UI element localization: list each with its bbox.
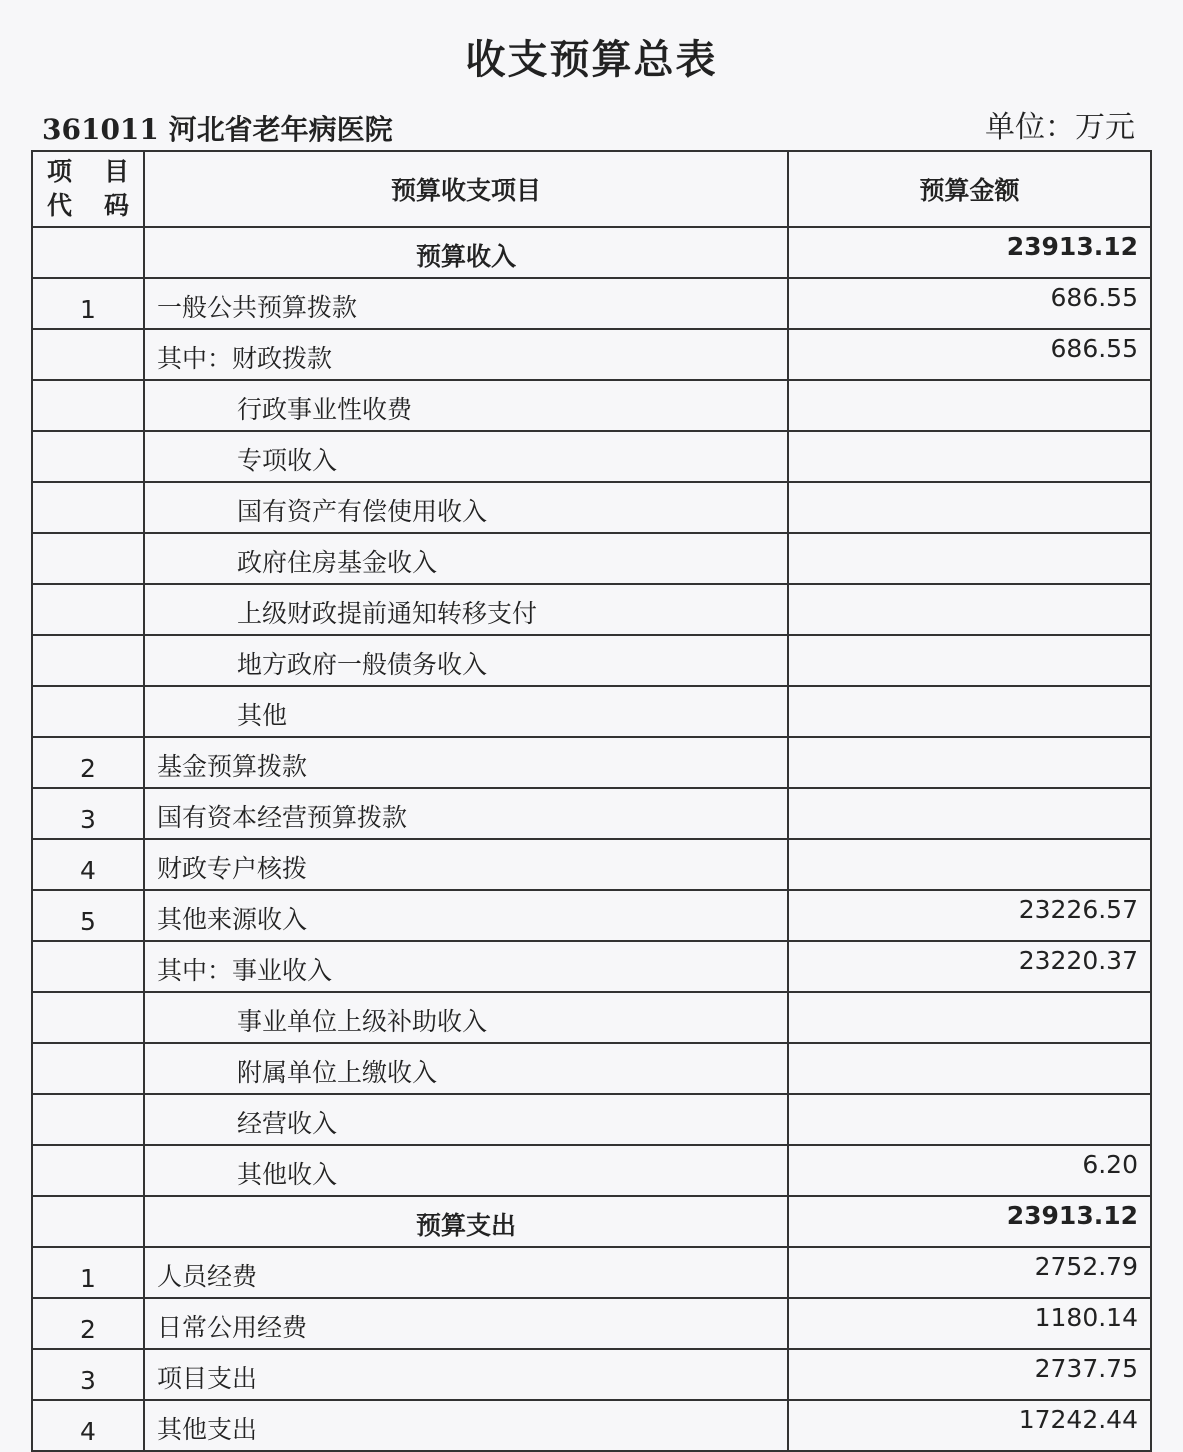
row-code (32, 1043, 144, 1094)
table-row (32, 584, 1151, 635)
row-item: 其他支出 (144, 1400, 788, 1451)
row-code: 4 (32, 1400, 144, 1451)
row-amount: 2737.75 (788, 1349, 1151, 1400)
header-code-char: 码 (103, 191, 129, 220)
row-item: 其他来源收入 (144, 890, 788, 941)
row-code: 2 (32, 1298, 144, 1349)
budget-table (31, 150, 1152, 1452)
row-item: 财政专户核拨 (144, 839, 788, 890)
row-code: 1 (32, 278, 144, 329)
organization-label: 361011 河北省老年病医院 (42, 113, 393, 146)
row-amount: 23226.57 (788, 890, 1151, 941)
row-amount: 1180.14 (788, 1298, 1151, 1349)
table-row (32, 329, 1151, 380)
row-code: 4 (32, 839, 144, 890)
row-amount: 17242.44 (788, 1400, 1151, 1451)
table-row (32, 1349, 1151, 1400)
table-row (32, 227, 1151, 278)
table-row (32, 1196, 1151, 1247)
row-item: 一般公共预算拨款 (144, 278, 788, 329)
row-item: 经营收入 (144, 1094, 788, 1145)
row-amount: 23220.37 (788, 941, 1151, 992)
row-code (32, 227, 144, 278)
row-code (32, 1094, 144, 1145)
row-item: 其中：财政拨款 (144, 329, 788, 380)
row-code (32, 635, 144, 686)
row-code: 3 (32, 788, 144, 839)
table-row (32, 635, 1151, 686)
row-amount (788, 839, 1151, 890)
table-row (32, 1043, 1151, 1094)
table-row (32, 533, 1151, 584)
row-amount (788, 992, 1151, 1043)
table-row (32, 839, 1151, 890)
row-item: 附属单位上缴收入 (144, 1043, 788, 1094)
table-row (32, 890, 1151, 941)
table-row (32, 1247, 1151, 1298)
row-item: 基金预算拨款 (144, 737, 788, 788)
row-code (32, 533, 144, 584)
row-code (32, 992, 144, 1043)
table-row (32, 992, 1151, 1043)
table-row (32, 482, 1151, 533)
row-amount: 2752.79 (788, 1247, 1151, 1298)
row-amount (788, 482, 1151, 533)
row-code (32, 431, 144, 482)
row-amount (788, 635, 1151, 686)
header-code-char: 代 (47, 191, 73, 220)
table-row (32, 788, 1151, 839)
table-row (32, 1400, 1151, 1451)
row-code: 1 (32, 1247, 144, 1298)
row-item: 其中：事业收入 (144, 941, 788, 992)
header-item: 预算收支项目 (144, 151, 788, 227)
row-code: 2 (32, 737, 144, 788)
row-amount (788, 380, 1151, 431)
row-item: 地方政府一般债务收入 (144, 635, 788, 686)
row-amount (788, 1094, 1151, 1145)
row-amount: 23913.12 (788, 1196, 1151, 1247)
row-code (32, 1145, 144, 1196)
table-row (32, 380, 1151, 431)
header-code-char: 目 (103, 157, 129, 186)
row-code (32, 584, 144, 635)
row-code (32, 941, 144, 992)
row-amount (788, 584, 1151, 635)
row-code (32, 1196, 144, 1247)
table-row (32, 686, 1151, 737)
table-row (32, 737, 1151, 788)
row-amount (788, 1043, 1151, 1094)
header-code (32, 151, 144, 227)
unit-label: 单位：万元 (985, 110, 1135, 145)
row-code (32, 380, 144, 431)
row-item: 其他 (144, 686, 788, 737)
row-item: 专项收入 (144, 431, 788, 482)
table-row (32, 1298, 1151, 1349)
row-item: 其他收入 (144, 1145, 788, 1196)
table-row (32, 278, 1151, 329)
page-title: 收支预算总表 (465, 37, 718, 83)
row-item: 行政事业性收费 (144, 380, 788, 431)
row-item: 预算支出 (144, 1196, 788, 1247)
row-item: 政府住房基金收入 (144, 533, 788, 584)
row-item: 国有资产有偿使用收入 (144, 482, 788, 533)
row-item: 人员经费 (144, 1247, 788, 1298)
row-code: 3 (32, 1349, 144, 1400)
row-amount (788, 737, 1151, 788)
row-code (32, 482, 144, 533)
row-item: 预算收入 (144, 227, 788, 278)
header-code-char: 项 (47, 157, 73, 186)
row-code: 5 (32, 890, 144, 941)
table-row (32, 941, 1151, 992)
row-amount: 23913.12 (788, 227, 1151, 278)
row-code (32, 686, 144, 737)
row-amount: 686.55 (788, 329, 1151, 380)
table-row (32, 1094, 1151, 1145)
row-amount (788, 533, 1151, 584)
row-amount: 6.20 (788, 1145, 1151, 1196)
row-item: 日常公用经费 (144, 1298, 788, 1349)
row-item: 国有资本经营预算拨款 (144, 788, 788, 839)
header-amount: 预算金额 (788, 151, 1151, 227)
row-item: 项目支出 (144, 1349, 788, 1400)
row-amount (788, 686, 1151, 737)
row-amount (788, 788, 1151, 839)
row-item: 事业单位上级补助收入 (144, 992, 788, 1043)
row-code (32, 329, 144, 380)
row-amount: 686.55 (788, 278, 1151, 329)
row-amount (788, 431, 1151, 482)
table-row (32, 431, 1151, 482)
table-row (32, 1145, 1151, 1196)
row-item: 上级财政提前通知转移支付 (144, 584, 788, 635)
table-header-row (32, 151, 1151, 227)
